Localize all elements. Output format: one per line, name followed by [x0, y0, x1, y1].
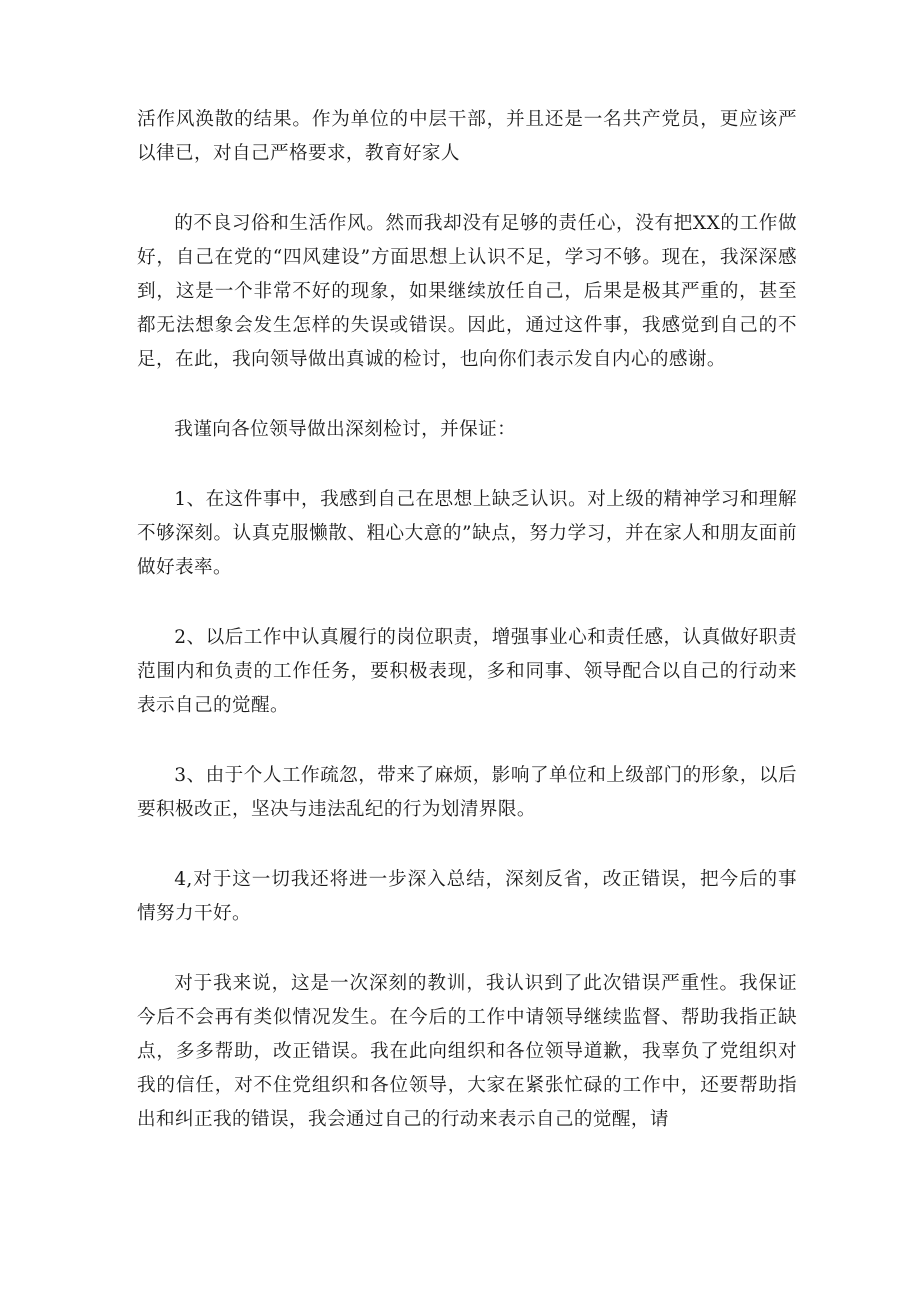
paragraph-conclusion: 对于我来说，这是一次深刻的教训，我认识到了此次错误严重性。我保证今后不会再有类似情况发生。在今后的工作中请领导继续监督、帮助我指正缺点，多多帮助，改正错误。我在此向组织和各位领导道歉，我辜负了党组织对我的信任，对不住党组织和各位领导，大家在紧张忙碌的工作中，还要帮助指出和纠正我的错误，我会通过自己的行动来表示自己的觉醒，请: [137, 973, 797, 1130]
paragraph-pledge-intro: 我谨向各位领导做出深刻检讨，并保证：: [174, 419, 517, 440]
paragraph-pledge-2: 2、以后工作中认真履行的岗位职责，增强事业心和责任感，认真做好职责范围内和负责的工作任务，要积极表现，多和同事、领导配合以自己的行动来表示自己的觉醒。: [137, 627, 797, 716]
paragraph-pledge-1: 1、在这件事中，我感到自己在思想上缺乏认识。对上级的精神学习和理解不够深刻。认真克服懒散、粗心大意的”缺点，努力学习，并在家人和朋友面前做好表率。: [137, 489, 797, 578]
paragraph-pledge-4: 4,对于这一切我还将进一步深入总结，深刻反省，改正错误，把今后的事情努力干好。: [137, 869, 797, 924]
paragraph-continuation: 活作风涣散的结果。作为单位的中层干部，并且还是一名共产党员，更应该严以律已，对自己严格要求，教育好家人: [137, 109, 797, 164]
paragraph-self-reflection: 的不良习俗和生活作风。然而我却没有足够的责任心，没有把XX的工作做好，自己在党的“四风建设”方面思想上认识不足，学习不够。现在，我深深感到，这是一个非常不好的现象，如果继续放任自己，后果是极其严重的，甚至都无法想象会发生怎样的失误或错误。因此，通过这件事，我感觉到自己的不足，在此，我向领导做出真诚的检讨，也向你们表示发自内心的感谢。: [137, 213, 797, 370]
document-body: [137, 103, 797, 1137]
paragraph-pledge-3: 3、由于个人工作疏忽，带来了麻烦，影响了单位和上级部门的形象，以后要积极改正，坚决与违法乱纪的行为划清界限。: [137, 765, 797, 820]
